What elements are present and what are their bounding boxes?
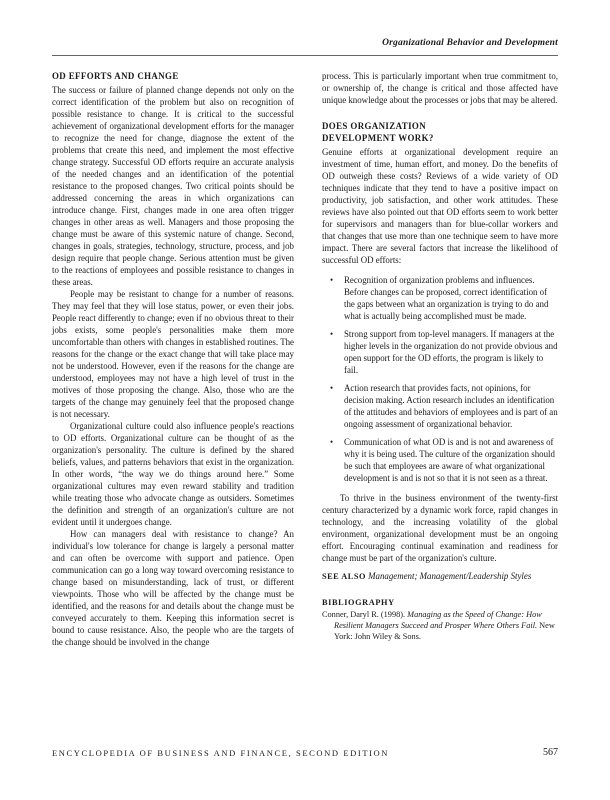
left-column [52, 70, 294, 648]
list-item-text: Strong support from top-level managers. If managers at the higher levels in the organization do not provide obvious and open support for the OD efforts, the program is likely to fail. [344, 329, 558, 375]
section-heading-od-efforts: OD EFFORTS AND CHANGE [52, 71, 179, 81]
list-item-text: Communication of what OD is and is not and awareness of why it is being used. The culture of the organization should be such that employees are aware of what organizational development is and is not so that it is not seen as a threat. [344, 437, 555, 483]
page-number: 567 [543, 747, 558, 758]
list-item-text: Action research that provides facts, not opinions, for decision making. Action research includes an identification of the attitudes and behaviors of employees and is part of an ongoing assessment of organizational behavior. [344, 383, 558, 429]
bibliography-publisher: New York: John Wiley & Sons. [334, 621, 555, 641]
paragraph: Genuine efforts at organizational development require an investment of time, human effort, and money. Do the benefits of OD outweigh these costs? Reviews of a wide variety of OD techniques indicate that they tend to have a positive impact on productivity, job satisfaction, and other work attitudes. These reviews have also pointed out that OD efforts seem to work better for supervisors and managers than for blue-collar workers and that changes that use more than one technique seem to have more impact. There are several factors that increase the likelihood of successful OD efforts: [322, 147, 558, 265]
bullet-icon: • [330, 329, 334, 339]
bibliography-author: Conner, Daryl R. (1998). [322, 610, 406, 619]
running-head: Organizational Behavior and Development [382, 38, 558, 48]
paragraph: How can managers deal with resistance to change? An individual's low tolerance for change is largely a personal matter and can often be overcome with support and patience. Open communication can go a long way toward overcoming resistance to change based on misunderstanding, lack of trust, or different viewpoints. Those who will be affected by the change must be identified, and the reasons for and details about the change must be conveyed accurately to them. Keeping this information secret is bound to cause resistance. Also, the people who are the targets of the change should be involved in the change [52, 529, 294, 647]
see-also-link[interactable]: Management; Management/Leadership Styles [368, 571, 532, 581]
list-item [330, 328, 558, 376]
list-item [330, 436, 558, 484]
paragraph: Organizational culture could also influence people's reactions to OD efforts. Organizational culture can be thought of as the organization's personality. The culture is defined by the shared beliefs, values, and patterns behaviors that exist in the organization. In other words, “the way we do things around here.” Some organizational cultures may even reward stability and tradition while treating those who advocate change as outsiders. Sometimes the definition and strength of an organization's culture are not evident until it undergoes change. [52, 421, 294, 527]
bibliography-heading: BIBLIOGRAPHY [322, 598, 395, 607]
paragraph: The success or failure of planned change depends not only on the correct identification of the problem but also on recognition of possible resistance to change. It is critical to the successful achievement of organizational development efforts for the manager to recognize the need for change, diagnose the extent of the problems that create this need, and implement the most effective change strategy. Successful OD efforts require an accurate analysis of the needed changes and an identification of the potential resistance to the proposed changes. Two critical points should be addressed concerning the areas in which organizations can introduce change. First, changes made in one area often trigger changes in other areas as well. Managers and those proposing the change must be aware of this systemic nature of change. Second, changes in goals, strategies, technology, structure, process, and job design require that people change. Serious attention must be given to the reactions of employees and possible resistance to changes in these areas. [52, 85, 294, 287]
bibliography-title: Managing as the Speed of Change: How Resilient Managers Succeed and Prosper Where Others Fail. [334, 610, 542, 630]
page-footer [52, 748, 558, 758]
see-also [322, 570, 558, 583]
paragraph-closing: To thrive in the business environment of the twenty-first century characterized by a dynamic work force, rapid changes in technology, and the increasing volatility of the global environment, organizational development must be an ongoing effort. Encouraging continual examination and readiness for change must be part of the organization's culture. [322, 493, 558, 563]
right-column [322, 70, 558, 642]
section-heading-does-od-work [322, 120, 558, 144]
see-also-label: SEE ALSO [322, 572, 366, 581]
section-heading-line: DEVELOPMENT WORK? [322, 133, 434, 143]
bullet-icon: • [330, 383, 334, 393]
bullet-icon: • [330, 437, 334, 447]
header-rule [52, 55, 558, 56]
bullet-icon: • [330, 275, 334, 285]
paragraph: People may be resistant to change for a number of reasons. They may feel that they will lose status, power, or even their jobs. People react differently to change; even if no obvious threat to their jobs exists, some people's personalities make them more uncomfortable than others with changes in established routines. The reasons for the change or the exact change that will take place may not be understood. However, even if the reasons for the change are understood, employees may not have a high level of trust in the motives of those proposing the change. Also, those who are the targets of the change may genuinely feel that the proposed change is not necessary. [52, 289, 294, 419]
footer-title: ENCYCLOPEDIA OF BUSINESS AND FINANCE, SECOND EDITION [52, 748, 390, 758]
section-heading-line: DOES ORGANIZATION [322, 121, 427, 131]
paragraph-continuation: process. This is particularly important when true commitment to, or ownership of, the change is critical and those affected have unique knowledge about the processes or jobs that may be altered. [322, 71, 558, 105]
list-item-text: Recognition of organization problems and influences. Before changes can be proposed, correct identification of the gaps between what an organization is trying to do and what is actually being accomplished must be made. [344, 275, 549, 321]
list-item [330, 274, 558, 322]
list-item [330, 382, 558, 430]
bibliography-entry [322, 609, 558, 642]
success-factors-list [322, 274, 558, 484]
